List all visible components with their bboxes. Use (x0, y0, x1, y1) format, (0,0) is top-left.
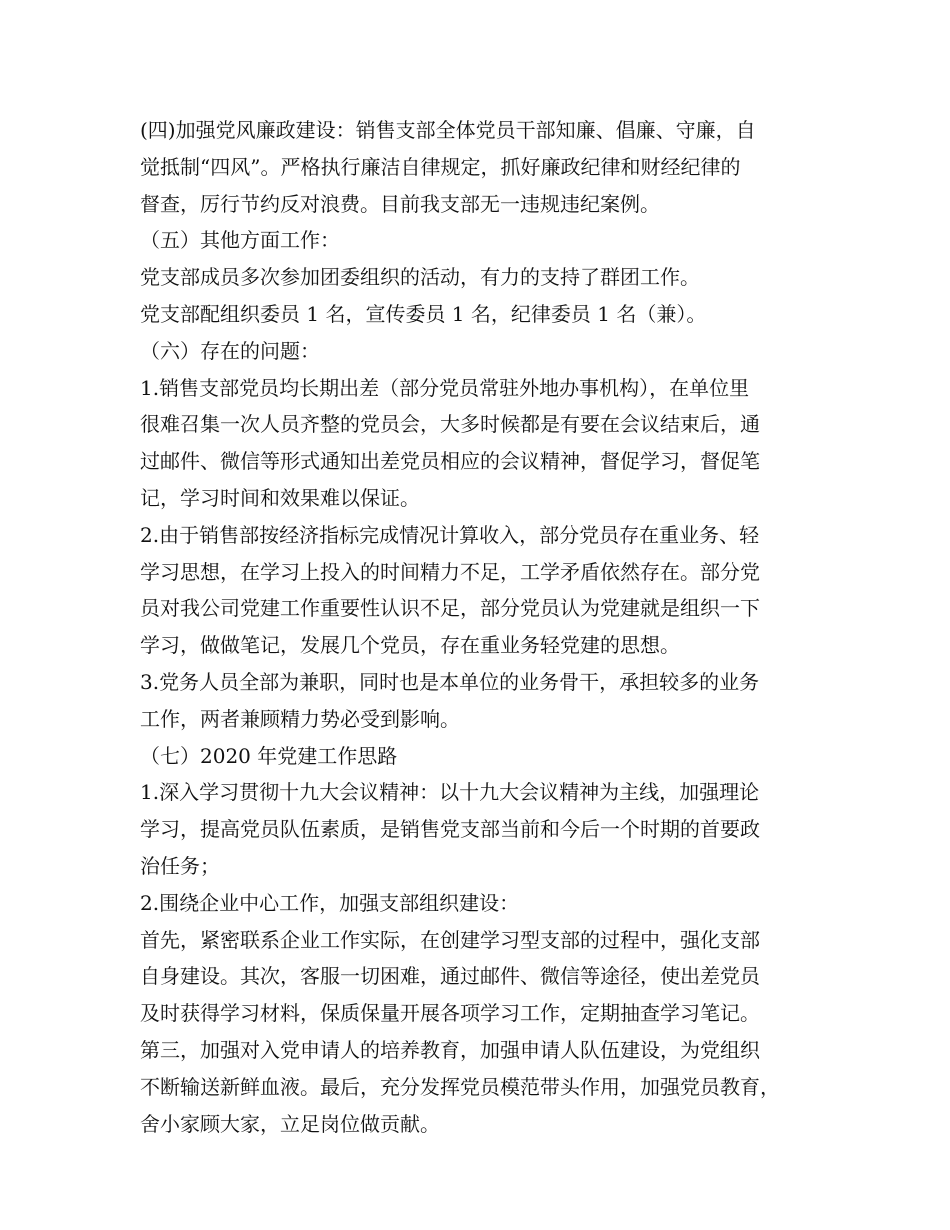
text-line: 督查，厉行节约反对浪费。目前我支部无一违规违纪案例。 (140, 191, 660, 216)
text-line: 舍小家顾大家，立足岗位做贡献。 (140, 1111, 440, 1136)
text-line: 不断输送新鲜血液。最后，充分发挥党员模范带头作用，加强党员教育， (140, 1074, 780, 1099)
text-line: 党支部成员多次参加团委组织的活动，有力的支持了群团工作。 (140, 265, 700, 290)
text-line: 自身建设。其次，客服一切困难，通过邮件、微信等途径，使出差党员 (140, 964, 760, 989)
document-body (140, 112, 830, 1142)
text-line: 1.销售支部党员均长期出差（部分党员常驻外地办事机构），在单位里 (140, 375, 750, 400)
text-line: 第三，加强对入党申请人的培养教育，加强申请人队伍建设，为党组织 (140, 1037, 760, 1062)
text-line: 2.由于销售部按经济指标完成情况计算收入，部分党员存在重业务、轻 (140, 522, 760, 547)
text-line: 工作，两者兼顾精力势必受到影响。 (140, 706, 460, 731)
text-line: 学习，提高党员队伍素质，是销售党支部当前和今后一个时期的首要政 (140, 817, 760, 842)
text-line: 及时获得学习材料，保质保量开展各项学习工作，定期抽查学习笔记。 (140, 1001, 760, 1026)
text-line: （五）其他方面工作： (140, 228, 340, 253)
text-line: (四)加强党风廉政建设：销售支部全体党员干部知廉、倡廉、守廉，自 (140, 118, 756, 142)
text-line: 记，学习时间和效果难以保证。 (140, 485, 420, 510)
text-line: （六）存在的问题： (140, 338, 320, 363)
text-line: 2.围绕企业中心工作，加强支部组织建设： (140, 890, 520, 915)
text-line: 过邮件、微信等形式通知出差党员相应的会议精神，督促学习，督促笔 (140, 449, 760, 474)
text-line: 3.党务人员全部为兼职，同时也是本单位的业务骨干，承担较多的业务 (140, 669, 760, 694)
text-line: 1.深入学习贯彻十九大会议精神：以十九大会议精神为主线，加强理论 (140, 780, 760, 805)
text-line: 觉抵制“四风”。严格执行廉洁自律规定，抓好廉政纪律和财经纪律的 (140, 154, 741, 179)
text-line: 很难召集一次人员齐整的党员会，大多时候都是有要在会议结束后，通 (140, 412, 760, 437)
text-line: 首先，紧密联系企业工作实际，在创建学习型支部的过程中，强化支部 (140, 927, 760, 952)
text-line: 治任务； (140, 853, 220, 878)
text-line: 员对我公司党建工作重要性认识不足，部分党员认为党建就是组织一下 (140, 596, 760, 621)
text-line: 学习思想，在学习上投入的时间精力不足，工学矛盾依然存在。部分党 (140, 559, 760, 584)
text-line: （七）2020 年党建工作思路 (140, 743, 398, 768)
text-line: 党支部配组织委员 1 名，宣传委员 1 名，纪律委员 1 名（兼）。 (140, 301, 707, 326)
text-line: 学习，做做笔记，发展几个党员，存在重业务轻党建的思想。 (140, 633, 680, 658)
